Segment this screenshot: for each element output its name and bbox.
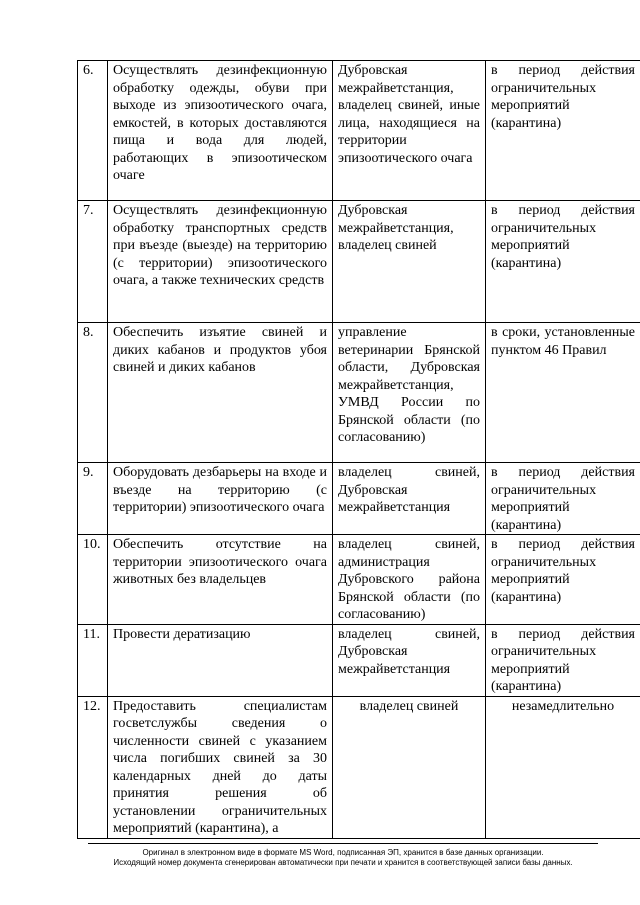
executor-cell: владелец свиней, администрация Дубровского района Брянской области (по согласованию) — [333, 535, 486, 625]
executor-cell: Дубровская межрайветстанция, владелец свиней — [333, 201, 486, 323]
table-row — [78, 535, 640, 625]
executor-cell: Дубровская межрайветстанция, владелец свиней, иные лица, находящиеся на территории эпизоотического очага — [333, 61, 486, 201]
action-cell: Оборудовать дезбарьеры на входе и въезде на территорию (с территории) эпизоотического очага — [108, 463, 333, 535]
term-cell: в период действия ограничительных мероприятий (карантина) — [486, 463, 640, 535]
executor-cell: управление ветеринарии Брянской области, Дубровская межрайветстанция, УМВД России по Брянской области (по согласованию) — [333, 323, 486, 463]
table-row — [78, 463, 640, 535]
term-cell: в период действия ограничительных мероприятий (карантина) — [486, 201, 640, 323]
row-number: 7. — [78, 201, 108, 323]
action-cell: Предоставить специалистам госветслужбы сведения о численности свиней с указанием числа погибших свиней за 30 календарных дней до даты принятия решения об установлении ограничительных мероприятий (карантина), а — [108, 696, 333, 838]
term-cell: незамедлительно — [486, 696, 640, 838]
action-cell: Осуществлять дезинфекционную обработку одежды, обуви при выходе из эпизоотического очага, емкостей, в которых доставляются пища и вода для людей, работающих в эпизоотическом очаге — [108, 61, 333, 201]
action-cell: Осуществлять дезинфекционную обработку транспортных средств при въезде (выезде) на территорию (с территории) эпизоотического очага, а также технических средств — [108, 201, 333, 323]
row-number: 10. — [78, 535, 108, 625]
footer-line-original: Оригинал в электронном виде в формате MS Word, подписанная ЭП, хранится в базе данных организации. — [142, 848, 544, 857]
table-row — [78, 696, 640, 838]
row-number: 12. — [78, 696, 108, 838]
executor-cell: владелец свиней, Дубровская межрайветстанция — [333, 463, 486, 535]
term-cell: в период действия ограничительных мероприятий (карантина) — [486, 535, 640, 625]
term-cell: в период действия ограничительных мероприятий (карантина) — [486, 624, 640, 696]
executor-cell: владелец свиней — [333, 696, 486, 838]
executor-cell: владелец свиней, Дубровская межрайветстанция — [333, 624, 486, 696]
action-cell: Обеспечить отсутствие на территории эпизоотического очага животных без владельцев — [108, 535, 333, 625]
measures-table — [77, 60, 640, 839]
table-row — [78, 61, 640, 201]
document-footer — [88, 843, 598, 868]
table-row — [78, 201, 640, 323]
footer-line-number: Исходящий номер документа сгенерирован автоматически при печати и хранится в соответствующей записи базы данных. — [113, 858, 573, 867]
term-cell: в период действия ограничительных мероприятий (карантина) — [486, 61, 640, 201]
row-number: 11. — [78, 624, 108, 696]
action-cell: Провести дератизацию — [108, 624, 333, 696]
row-number: 6. — [78, 61, 108, 201]
action-cell: Обеспечить изъятие свиней и диких кабанов и продуктов убоя свиней и диких кабанов — [108, 323, 333, 463]
term-cell: в сроки, установленные пунктом 46 Правил — [486, 323, 640, 463]
table-row — [78, 323, 640, 463]
row-number: 9. — [78, 463, 108, 535]
table-row — [78, 624, 640, 696]
row-number: 8. — [78, 323, 108, 463]
